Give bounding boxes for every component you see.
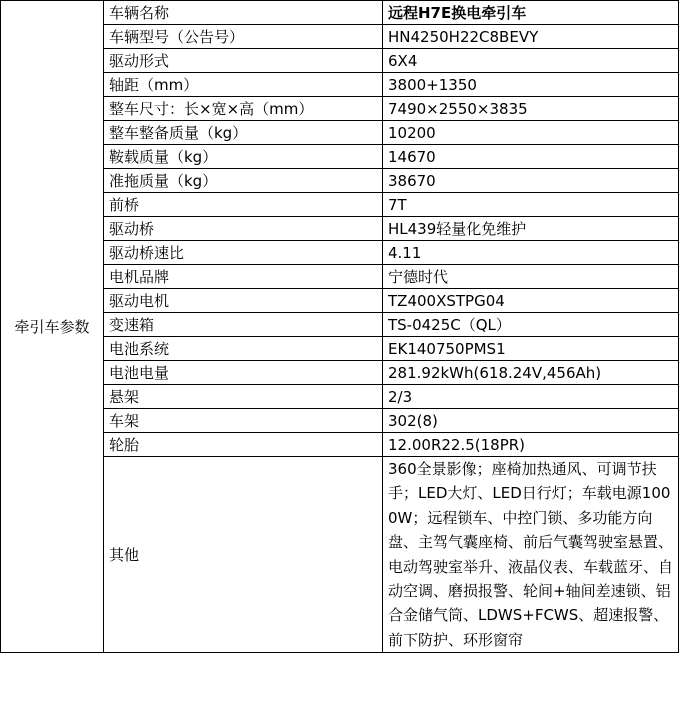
- row-value-curb-weight: 10200: [383, 121, 679, 145]
- row-value-battery-capacity: 281.92kWh(618.24V,456Ah): [383, 361, 679, 385]
- row-value-towing-mass: 38670: [383, 169, 679, 193]
- row-value-saddle-load: 14670: [383, 145, 679, 169]
- row-label-drive-type: 驱动形式: [104, 49, 383, 73]
- row-label-saddle-load: 鞍载质量（kg）: [104, 145, 383, 169]
- row-label-battery-system: 电池系统: [104, 337, 383, 361]
- row-label-axle-ratio: 驱动桥速比: [104, 241, 383, 265]
- row-value-drive-axle: HL439轻量化免维护: [383, 217, 679, 241]
- row-label-curb-weight: 整车整备质量（kg）: [104, 121, 383, 145]
- row-value-model: HN4250H22C8BEVY: [383, 25, 679, 49]
- row-label-wheelbase: 轴距（mm）: [104, 73, 383, 97]
- row-label-suspension: 悬架: [104, 385, 383, 409]
- row-value-motor-brand: 宁德时代: [383, 265, 679, 289]
- row-value-frame: 302(8): [383, 409, 679, 433]
- row-label-battery-capacity: 电池电量: [104, 361, 383, 385]
- row-value-other: 360全景影像；座椅加热通风、可调节扶手；LED大灯、LED日行灯；车载电源1000W；远程锁车、中控门锁、多功能方向盘、主驾气囊座椅、前后气囊驾驶室悬置、电动驾驶室举升、液晶仪表、车载蓝牙、自动空调、磨损报警、轮间+轴间差速锁、铝合金储气筒、LDWS+FCWS、超速报警、前下防护、环形窗帘: [383, 457, 679, 653]
- row-value-wheelbase: 3800+1350: [383, 73, 679, 97]
- row-value-drive-motor: TZ400XSTPG04: [383, 289, 679, 313]
- table-row: [1, 1, 679, 25]
- row-label-model: 车辆型号（公告号）: [104, 25, 383, 49]
- row-value-vehicle-name: 远程H7E换电牵引车: [383, 1, 679, 25]
- row-value-tires: 12.00R22.5(18PR): [383, 433, 679, 457]
- row-label-drive-motor: 驱动电机: [104, 289, 383, 313]
- row-value-gearbox: TS-0425C（QL）: [383, 313, 679, 337]
- group-label: 牵引车参数: [1, 1, 104, 653]
- row-label-motor-brand: 电机品牌: [104, 265, 383, 289]
- row-value-suspension: 2/3: [383, 385, 679, 409]
- row-value-dimensions: 7490×2550×3835: [383, 97, 679, 121]
- row-label-other: 其他: [104, 457, 383, 653]
- row-value-drive-type: 6X4: [383, 49, 679, 73]
- row-label-gearbox: 变速箱: [104, 313, 383, 337]
- row-label-towing-mass: 准拖质量（kg）: [104, 169, 383, 193]
- row-label-tires: 轮胎: [104, 433, 383, 457]
- row-label-front-axle: 前桥: [104, 193, 383, 217]
- row-value-axle-ratio: 4.11: [383, 241, 679, 265]
- row-value-front-axle: 7T: [383, 193, 679, 217]
- row-label-dimensions: 整车尺寸：长×宽×高（mm）: [104, 97, 383, 121]
- row-label-vehicle-name: 车辆名称: [104, 1, 383, 25]
- row-label-drive-axle: 驱动桥: [104, 217, 383, 241]
- row-value-battery-system: EK140750PMS1: [383, 337, 679, 361]
- row-label-frame: 车架: [104, 409, 383, 433]
